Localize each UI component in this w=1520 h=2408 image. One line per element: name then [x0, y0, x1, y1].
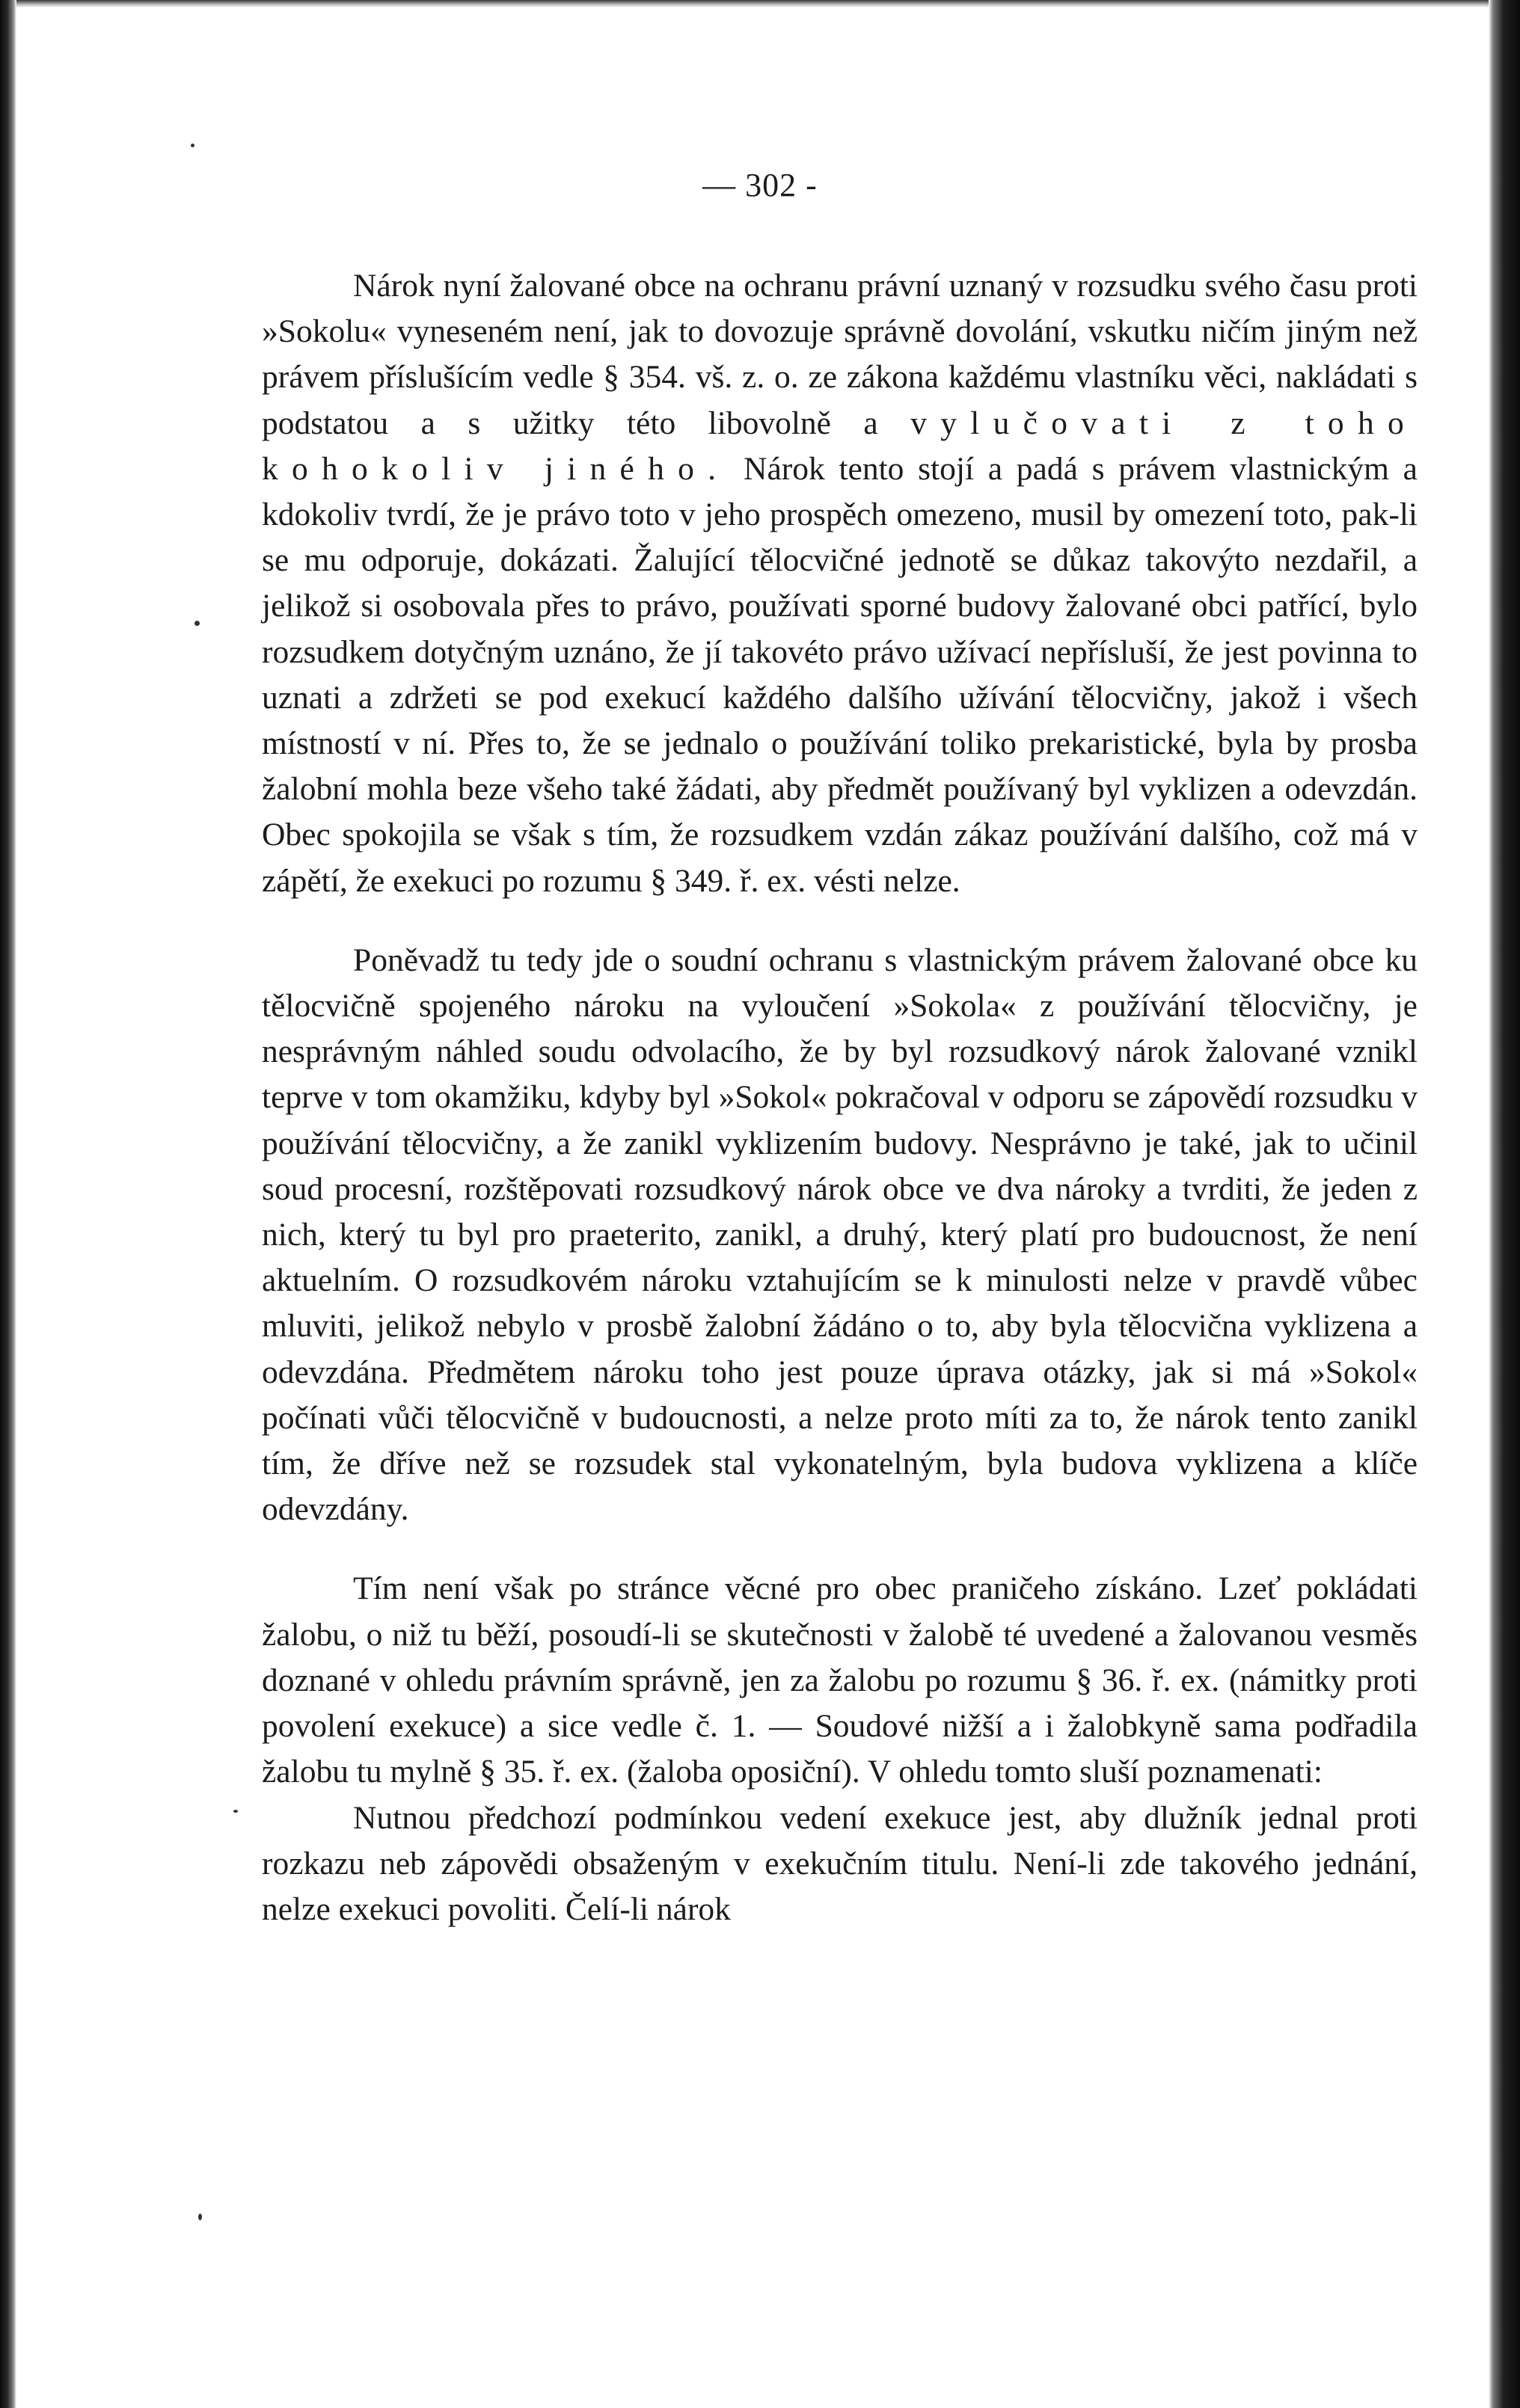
- paragraph-2: Poněvadž tu tedy jde o soudní ochranu s vlastnickým právem žalované obce ku tělocvičně spojeného nároku na vyloučení »Sokola« z používání tělocvičny, je nesprávným náhled soudu odvolacího, že by byl rozsudkový nárok žalované vznikl teprve v tom okamžiku, kdyby byl »Sokol« pokračoval v odporu se zápovědí rozsudku v používání tělocvičny, a že zanikl vyklizením budovy. Nesprávno je také, jak to učinil soud procesní, rozštěpovati rozsudkový nárok obce ve dva nároky a tvrditi, že jeden z nich, který tu byl pro praeterito, zanikl, a druhý, který platí pro budoucnost, že není aktuelním. O rozsudkovém nároku vztahujícím se k minulosti nelze v pravdě vůbec mluviti, jelikož nebylo v prosbě žalobní žádáno o to, aby byla tělocvična vyklizena a odevzdána. Předmětem nároku toho jest pouze úprava otázky, jak si má »Sokol« počínati vůči tělocvičně v budoucnosti, a nelze proto míti za to, že nárok tento zanikl tím, že dříve než se rozsudek stal vykonatelným, byla budova vyklizena a klíče odevzdány.: [262, 942, 1418, 1528]
- paragraph-1-text-start: Nárok nyní žalované obce na ochranu právní uznaný v rozsudku svého času proti »Sokolu« vyneseném není, jak to dovozuje správně dovolání, vskutku ničím jiným než právem příslušícím vedle § 354. vš. z. o. ze zákona každému vlastníku věci, nakládati s podstatou a s užitky této libovolně a: [262, 268, 1418, 441]
- scan-speck: [198, 2214, 202, 2220]
- scan-edge-top: [0, 0, 1520, 7]
- paragraph-4: Nutnou předchozí podmínkou vedení exekuce jest, aby dlužník jednal proti rozkazu neb zápovědi obsaženým v exekučním titulu. Není-li zde takového jednání, nelze exekuci povoliti. Čelí-li nárok: [262, 1799, 1418, 1927]
- paragraph-1-spaced-emphasis: vylučovati z toho kohokoliv jiného.: [262, 405, 1418, 487]
- body-text: [262, 263, 1418, 1932]
- paragraph-3: Tím není však po stránce věcné pro obec praničeho získáno. Lzeť pokládati žalobu, o niž tu běží, posoudí-li se skutečnosti v žalobě té uvedené a žalovanou vesměs doznané v ohledu právním správně, jen za žalobu po rozumu § 36. ř. ex. (námitky proti povolení exekuce) a sice vedle č. 1. — Soudové nižší a i žalobkyně sama podřadila žalobu tu mylně § 35. ř. ex. (žaloba oposiční). V ohledu tomto sluší poznamenati:: [262, 1570, 1418, 1790]
- page-number: — 302 -: [702, 167, 818, 203]
- scan-edge-right: [1489, 0, 1520, 2408]
- scan-speck: [233, 1810, 238, 1813]
- scan-edge-left: [0, 0, 16, 2408]
- scan-speck: [191, 144, 194, 147]
- paragraph-1: [262, 263, 1418, 904]
- paragraph-1-text-end: Nárok tento stojí a padá s právem vlastnickým a kdokoliv tvrdí, že je právo toto v jeho prospěch omezeno, musil by omezení toto, pak-li se mu odporuje, dokázati. Žalující tělocvičné jednotě se důkaz takovýto nezdařil, a jelikož si osobovala přes to právo, používati sporné budovy žalované obci patřící, bylo rozsudkem dotyčným uznáno, že jí takovéto právo užívací nepřísluší, že jest povinna to uznati a zdržeti se pod exekucí každého dalšího užívání tělocvičny, jakož i všech místností v ní. Přes to, že se jednalo o používání toliko prekaristické, byla by prosba žalobní mohla beze všeho také žádati, aby předmět používaný byl vyklizen a odevzdán. Obec spokojila se však s tím, že rozsudkem vzdán zákaz používání dalšího, což má v zápětí, že exekuci po rozumu § 349. ř. ex. vésti nelze.: [262, 450, 1418, 899]
- scan-speck: [194, 621, 200, 626]
